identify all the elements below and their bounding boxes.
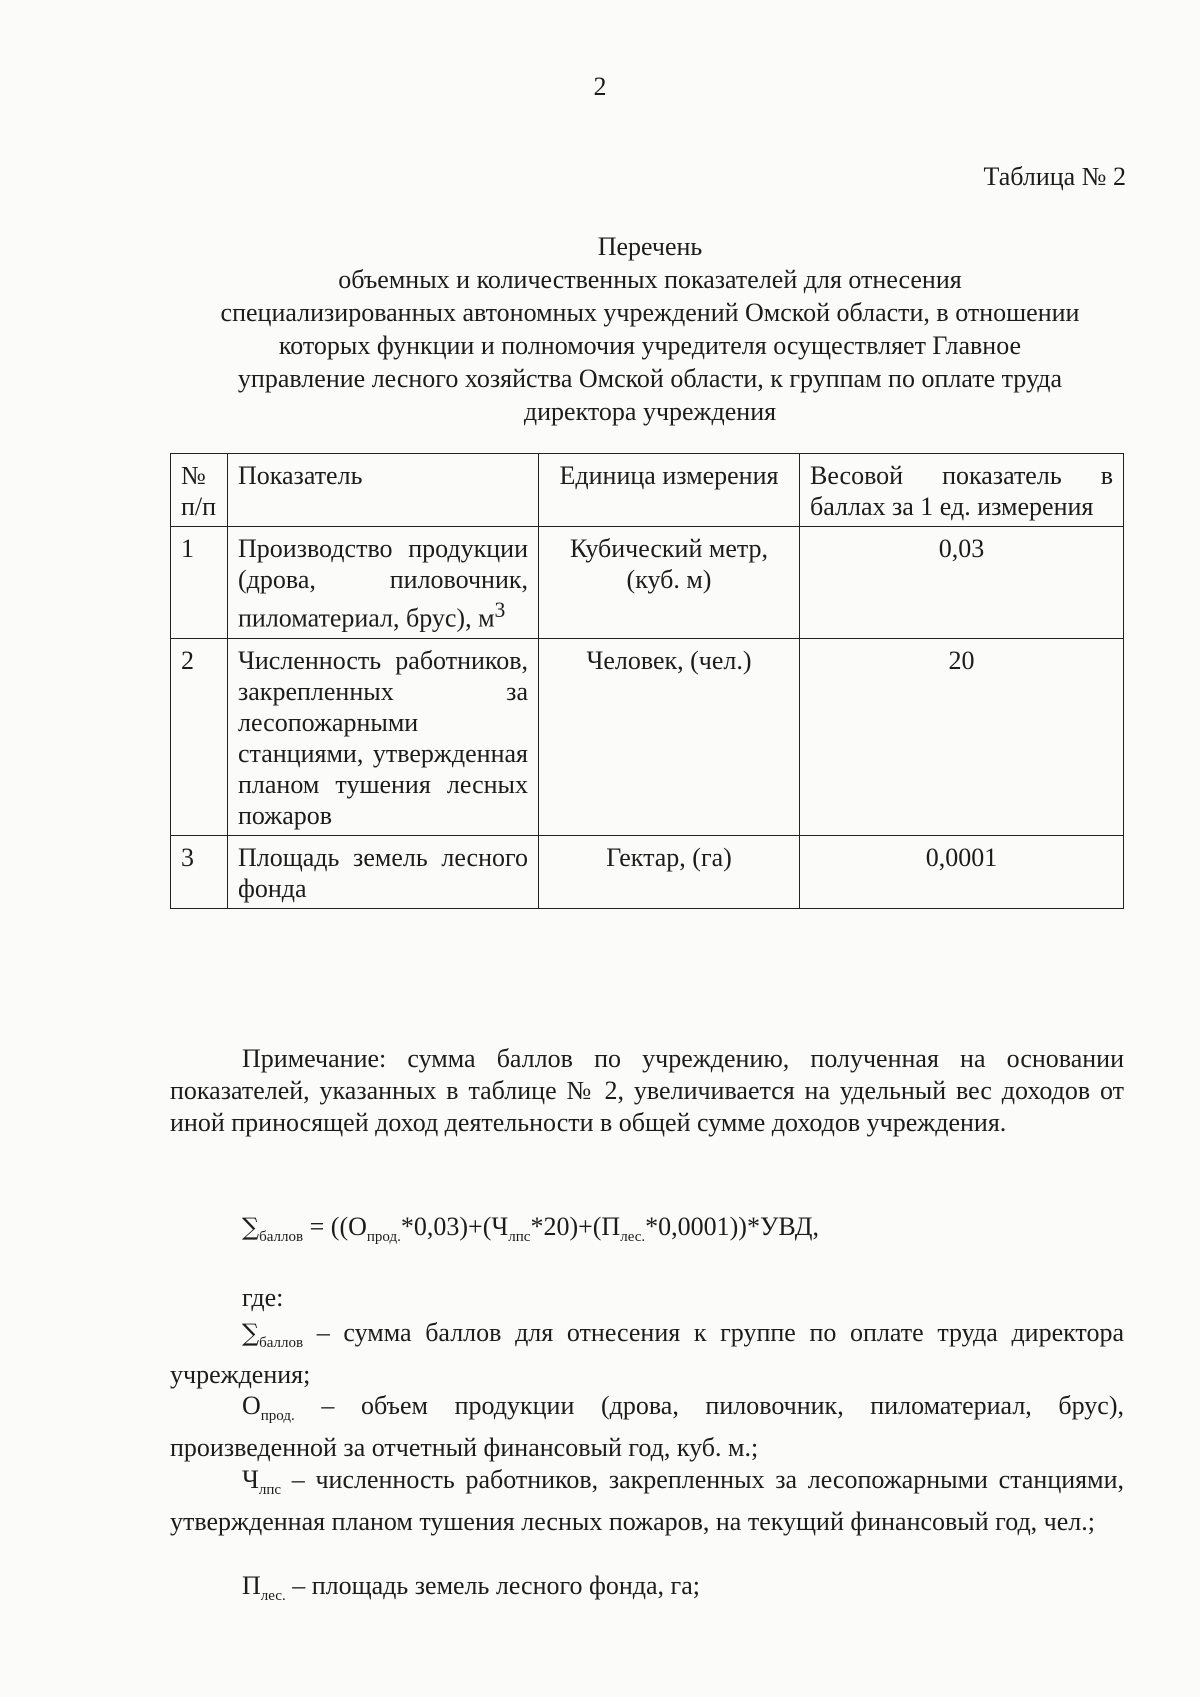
header-unit: Единица измерения: [539, 454, 800, 527]
row-indicator: [228, 527, 539, 639]
row-num: 2: [171, 638, 228, 835]
definition-sub: лпс: [258, 1482, 282, 1499]
header-indicator: Показатель: [228, 454, 539, 527]
row-indicator-sup: 3: [494, 598, 506, 622]
indicators-table: [170, 453, 1124, 909]
row-weight: 0,0001: [800, 835, 1124, 908]
formula: [242, 1212, 819, 1246]
table-header-row: [171, 454, 1124, 527]
row-num: 1: [171, 527, 228, 639]
definition-sub: прод.: [260, 1408, 295, 1425]
table-row: [171, 835, 1124, 908]
formula-part: *20)+(П: [530, 1212, 621, 1241]
definition-text: – объем продукции (дрова, пиловочник, пиломатериал, брус), произведенной за отчетный финансовый год, куб. м.;: [170, 1391, 1124, 1463]
row-weight: 20: [800, 638, 1124, 835]
title-line: Перечень: [597, 232, 703, 261]
definition-workers: [170, 1464, 1124, 1538]
definition-sum: [170, 1317, 1124, 1391]
formula-sub: баллов: [259, 1229, 304, 1246]
definition-production: [170, 1390, 1124, 1464]
definition-symbol: П: [242, 1571, 261, 1600]
row-unit: Кубический метр, (куб. м): [539, 527, 800, 639]
definition-text: – численность работников, закрепленных за лесопожарными станциями, утвержденная планом тушения лесных пожаров, на текущий финансовый год, чел.;: [170, 1465, 1124, 1537]
title-line: управление лесного хозяйства Омской области, к группам по оплате труда: [237, 364, 1063, 393]
table-label: Таблица № 2: [983, 162, 1126, 191]
definition-text: – сумма баллов для отнесения к группе по оплате труда директора учреждения;: [170, 1318, 1124, 1390]
row-indicator: Площадь земель лесного фонда: [228, 835, 539, 908]
row-indicator: Численность работников, закрепленных за лесопожарными станциями, утвержденная планом тушения лесных пожаров: [228, 638, 539, 835]
formula-part: *0,03)+(Ч: [400, 1212, 509, 1241]
formula-part: = ((О: [303, 1212, 367, 1241]
sigma-symbol: ∑: [242, 1213, 260, 1241]
title-line: которых функции и полномочия учредителя осуществляет Главное: [278, 331, 1022, 360]
document-title: [170, 230, 1130, 428]
definition-sub: лес.: [260, 1588, 286, 1605]
definition-area: [170, 1570, 1124, 1612]
title-line: специализированных автономных учреждений Омской области, в отношении: [220, 298, 1080, 327]
page-number: 2: [593, 72, 607, 101]
row-indicator-text: Производство продукции (дрова, пиловочник, пиломатериал, брус), м: [238, 534, 528, 633]
formula-sub: прод.: [366, 1229, 401, 1246]
row-unit: Гектар, (га): [539, 835, 800, 908]
formula-sub: лпс: [508, 1229, 531, 1246]
formula-part: *0,0001))*УВД,: [645, 1212, 819, 1241]
formula-sub: лес.: [620, 1229, 646, 1246]
where-label: где:: [242, 1283, 284, 1312]
header-weight: Весовой показатель в баллах за 1 ед. измерения: [800, 454, 1124, 527]
definition-sub: баллов: [259, 1335, 304, 1352]
header-num: № п/п: [171, 454, 228, 527]
title-line: директора учреждения: [523, 397, 777, 426]
note-paragraph: Примечание: сумма баллов по учреждению, полученная на основании показателей, указанных в таблице № 2, увеличивается на удельный вес доходов от иной приносящей доход деятельности в общей сумме доходов учреждения.: [170, 1044, 1124, 1137]
table-row: [171, 527, 1124, 639]
definition-text: – площадь земель лесного фонда, га;: [285, 1571, 700, 1600]
definition-symbol: Ч: [242, 1465, 259, 1494]
definition-symbol: ∑: [242, 1319, 260, 1347]
title-line: объемных и количественных показателей для отнесения: [338, 265, 962, 294]
definition-symbol: О: [242, 1391, 261, 1420]
row-unit: Человек, (чел.): [539, 638, 800, 835]
row-num: 3: [171, 835, 228, 908]
table-row: [171, 638, 1124, 835]
row-weight: 0,03: [800, 527, 1124, 639]
